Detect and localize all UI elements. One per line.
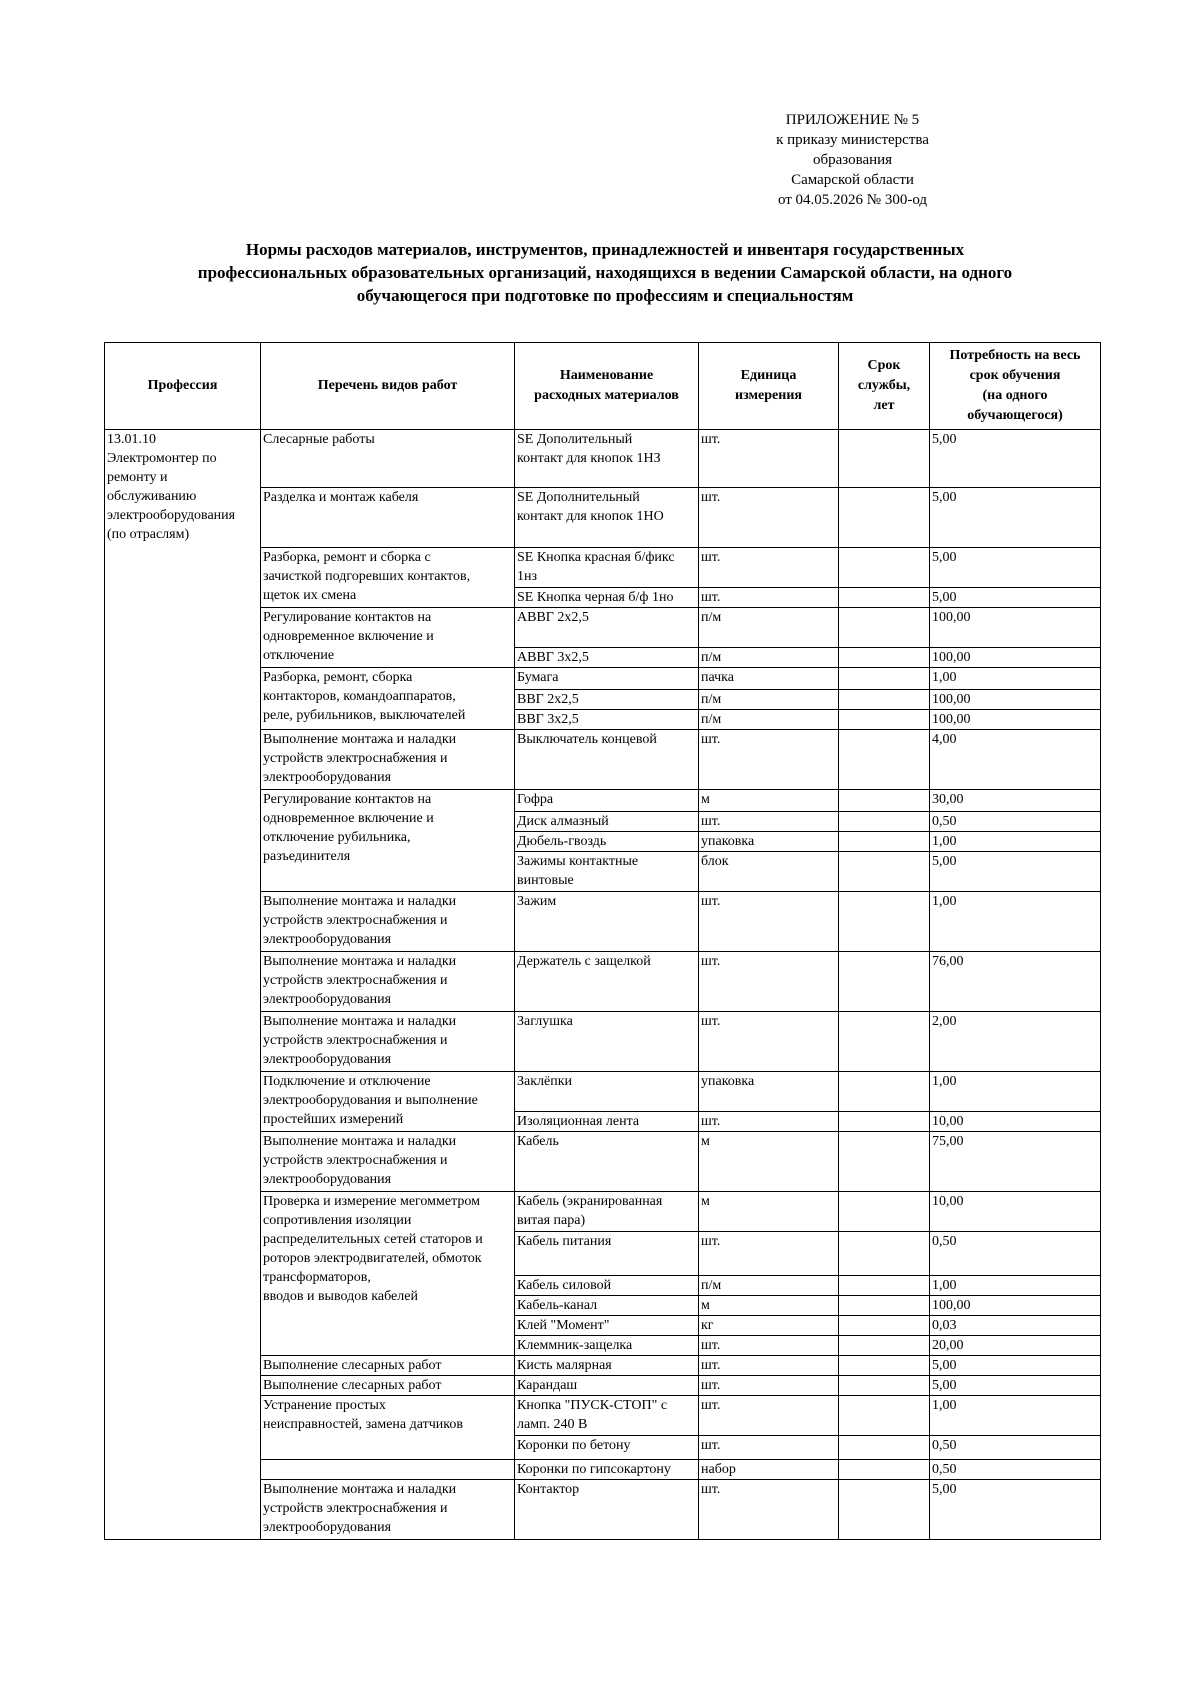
need-cell: 0,50 bbox=[930, 1460, 1101, 1480]
need-cell: 75,00 bbox=[930, 1132, 1101, 1192]
work-cell: Разборка, ремонт и сборка с зачисткой подгоревших контактов, щеток их смена bbox=[261, 548, 515, 608]
need-cell: 1,00 bbox=[930, 668, 1101, 690]
work-cell: Регулирование контактов на одновременное включение и отключение рубильника, разъединителя bbox=[261, 790, 515, 892]
work-cell: Разборка, ремонт, сборка контакторов, командоаппаратов, реле, рубильников, выключателей bbox=[261, 668, 515, 730]
term-cell bbox=[839, 952, 930, 1012]
header-materials: Наименование расходных материалов bbox=[515, 343, 699, 430]
appendix-ministry-line: образования bbox=[812, 152, 893, 168]
need-cell: 1,00 bbox=[930, 1276, 1101, 1296]
need-cell: 0,50 bbox=[930, 1436, 1101, 1460]
unit-cell: пачка bbox=[699, 668, 839, 690]
material-cell: Карандаш bbox=[515, 1376, 699, 1396]
work-cell: Слесарные работы bbox=[261, 430, 515, 488]
norms-table bbox=[104, 342, 1101, 1540]
material-cell: Коронки по бетону bbox=[515, 1436, 699, 1460]
material-cell: SE Кнопка красная б/фикс 1нз bbox=[515, 548, 699, 588]
term-cell bbox=[839, 1460, 930, 1480]
material-cell: Гофра bbox=[515, 790, 699, 812]
work-cell: Выполнение монтажа и наладки устройств электроснабжения и электрооборудования bbox=[261, 892, 515, 952]
need-cell: 76,00 bbox=[930, 952, 1101, 1012]
need-cell: 1,00 bbox=[930, 892, 1101, 952]
material-cell: Зажим bbox=[515, 892, 699, 952]
work-cell: Проверка и измерение мегомметром сопротивления изоляции распределительных сетей статоров и роторов электродвигателей, обмоток трансформаторов, вводов и выводов кабелей bbox=[261, 1192, 515, 1356]
need-cell: 100,00 bbox=[930, 710, 1101, 730]
material-cell: Кабель силовой bbox=[515, 1276, 699, 1296]
term-cell bbox=[839, 790, 930, 812]
unit-cell: п/м bbox=[699, 710, 839, 730]
term-cell bbox=[839, 690, 930, 710]
term-cell bbox=[839, 488, 930, 548]
unit-cell: м bbox=[699, 1192, 839, 1232]
term-cell bbox=[839, 1436, 930, 1460]
material-cell: Дюбель-гвоздь bbox=[515, 832, 699, 852]
header-works: Перечень видов работ bbox=[261, 343, 515, 430]
table-row bbox=[105, 430, 1101, 488]
term-cell bbox=[839, 548, 930, 588]
unit-cell: шт. bbox=[699, 1336, 839, 1356]
unit-cell: п/м bbox=[699, 648, 839, 668]
work-cell: Выполнение монтажа и наладки устройств электроснабжения и электрооборудования bbox=[261, 952, 515, 1012]
unit-cell: набор bbox=[699, 1460, 839, 1480]
work-cell: Выполнение монтажа и наладки устройств электроснабжения и электрооборудования bbox=[261, 1012, 515, 1072]
need-cell: 100,00 bbox=[930, 690, 1101, 710]
profession-cell: 13.01.10 Электромонтер по ремонту и обслуживанию электрооборудования (по отраслям) bbox=[105, 430, 261, 1540]
material-cell: ВВГ 2х2,5 bbox=[515, 690, 699, 710]
material-cell: Диск алмазный bbox=[515, 812, 699, 832]
material-cell: SE Дополительный контакт для кнопок 1НЗ bbox=[515, 430, 699, 488]
term-cell bbox=[839, 832, 930, 852]
unit-cell: шт. bbox=[699, 588, 839, 608]
table-header-row bbox=[105, 343, 1101, 430]
unit-cell: шт. bbox=[699, 1112, 839, 1132]
term-cell bbox=[839, 1356, 930, 1376]
unit-cell: м bbox=[699, 1296, 839, 1316]
term-cell bbox=[839, 668, 930, 690]
header-term: Срок службы, лет bbox=[839, 343, 930, 430]
term-cell bbox=[839, 852, 930, 892]
appendix-order-line: к приказу министерства bbox=[776, 132, 929, 148]
unit-cell: шт. bbox=[699, 1396, 839, 1436]
material-cell: Изоляционная лента bbox=[515, 1112, 699, 1132]
term-cell bbox=[839, 1396, 930, 1436]
need-cell: 1,00 bbox=[930, 1072, 1101, 1112]
material-cell: Клеммник-защелка bbox=[515, 1336, 699, 1356]
need-cell: 0,50 bbox=[930, 812, 1101, 832]
material-cell: SE Дополнительный контакт для кнопок 1НО bbox=[515, 488, 699, 548]
term-cell bbox=[839, 608, 930, 648]
term-cell bbox=[839, 648, 930, 668]
unit-cell: шт. bbox=[699, 430, 839, 488]
material-cell: Бумага bbox=[515, 668, 699, 690]
work-cell: Устранение простых неисправностей, замена датчиков bbox=[261, 1396, 515, 1460]
header-need: Потребность на весь срок обучения (на одного обучающегося) bbox=[930, 343, 1101, 430]
unit-cell: шт. bbox=[699, 812, 839, 832]
term-cell bbox=[839, 812, 930, 832]
material-cell: Кабель-канал bbox=[515, 1296, 699, 1316]
term-cell bbox=[839, 892, 930, 952]
term-cell bbox=[839, 1316, 930, 1336]
unit-cell: шт. bbox=[699, 488, 839, 548]
work-cell: Выполнение слесарных работ bbox=[261, 1376, 515, 1396]
unit-cell: шт. bbox=[699, 952, 839, 1012]
material-cell: АВВГ 2х2,5 bbox=[515, 608, 699, 648]
unit-cell: п/м bbox=[699, 690, 839, 710]
work-cell: Регулирование контактов на одновременное включение и отключение bbox=[261, 608, 515, 668]
unit-cell: шт. bbox=[699, 1232, 839, 1276]
need-cell: 5,00 bbox=[930, 488, 1101, 548]
work-cell bbox=[261, 1460, 515, 1480]
unit-cell: упаковка bbox=[699, 1072, 839, 1112]
material-cell: SE Кнопка черная б/ф 1но bbox=[515, 588, 699, 608]
material-cell: Контактор bbox=[515, 1480, 699, 1540]
material-cell: Зажимы контактные винтовые bbox=[515, 852, 699, 892]
unit-cell: шт. bbox=[699, 1480, 839, 1540]
title-line: профессиональных образовательных организаций, находящихся в ведении Самарской области, на одного bbox=[197, 263, 1013, 282]
need-cell: 100,00 bbox=[930, 1296, 1101, 1316]
unit-cell: шт. bbox=[699, 1012, 839, 1072]
term-cell bbox=[839, 1276, 930, 1296]
need-cell: 0,03 bbox=[930, 1316, 1101, 1336]
need-cell: 5,00 bbox=[930, 1480, 1101, 1540]
term-cell bbox=[839, 1336, 930, 1356]
work-cell: Разделка и монтаж кабеля bbox=[261, 488, 515, 548]
term-cell bbox=[839, 710, 930, 730]
material-cell: Держатель с защелкой bbox=[515, 952, 699, 1012]
need-cell: 0,50 bbox=[930, 1232, 1101, 1276]
term-cell bbox=[839, 1112, 930, 1132]
unit-cell: шт. bbox=[699, 1376, 839, 1396]
material-cell: ВВГ 3х2,5 bbox=[515, 710, 699, 730]
unit-cell: кг bbox=[699, 1316, 839, 1336]
need-cell: 30,00 bbox=[930, 790, 1101, 812]
material-cell: Клей "Момент" bbox=[515, 1316, 699, 1336]
material-cell: Кабель (экранированная витая пара) bbox=[515, 1192, 699, 1232]
need-cell: 10,00 bbox=[930, 1192, 1101, 1232]
unit-cell: м bbox=[699, 1132, 839, 1192]
term-cell bbox=[839, 1072, 930, 1112]
material-cell: Заглушка bbox=[515, 1012, 699, 1072]
need-cell: 5,00 bbox=[930, 548, 1101, 588]
need-cell: 5,00 bbox=[930, 1356, 1101, 1376]
unit-cell: шт. bbox=[699, 892, 839, 952]
material-cell: АВВГ 3х2,5 bbox=[515, 648, 699, 668]
work-cell: Выполнение монтажа и наладки устройств электроснабжения и электрооборудования bbox=[261, 1132, 515, 1192]
need-cell: 100,00 bbox=[930, 608, 1101, 648]
work-cell: Подключение и отключение электрооборудования и выполнение простейших измерений bbox=[261, 1072, 515, 1132]
term-cell bbox=[839, 588, 930, 608]
need-cell: 10,00 bbox=[930, 1112, 1101, 1132]
header-unit: Единица измерения bbox=[699, 343, 839, 430]
appendix-header bbox=[745, 110, 960, 210]
need-cell: 5,00 bbox=[930, 852, 1101, 892]
need-cell: 5,00 bbox=[930, 588, 1101, 608]
material-cell: Кнопка "ПУСК-СТОП" с ламп. 240 В bbox=[515, 1396, 699, 1436]
unit-cell: шт. bbox=[699, 730, 839, 790]
need-cell: 2,00 bbox=[930, 1012, 1101, 1072]
unit-cell: шт. bbox=[699, 1356, 839, 1376]
work-cell: Выполнение монтажа и наладки устройств электроснабжения и электрооборудования bbox=[261, 1480, 515, 1540]
term-cell bbox=[839, 1480, 930, 1540]
document-title bbox=[110, 238, 1100, 307]
need-cell: 5,00 bbox=[930, 1376, 1101, 1396]
work-cell: Выполнение слесарных работ bbox=[261, 1356, 515, 1376]
need-cell: 1,00 bbox=[930, 832, 1101, 852]
material-cell: Коронки по гипсокартону bbox=[515, 1460, 699, 1480]
header-profession: Профессия bbox=[105, 343, 261, 430]
term-cell bbox=[839, 1012, 930, 1072]
need-cell: 20,00 bbox=[930, 1336, 1101, 1356]
term-cell bbox=[839, 730, 930, 790]
unit-cell: п/м bbox=[699, 1276, 839, 1296]
term-cell bbox=[839, 1192, 930, 1232]
need-cell: 4,00 bbox=[930, 730, 1101, 790]
term-cell bbox=[839, 430, 930, 488]
title-line: Нормы расходов материалов, инструментов, принадлежностей и инвентаря государственных bbox=[245, 240, 965, 259]
appendix-date-line: от 04.05.2026 № 300-од bbox=[777, 192, 928, 208]
material-cell: Кабель питания bbox=[515, 1232, 699, 1276]
work-cell: Выполнение монтажа и наладки устройств электроснабжения и электрооборудования bbox=[261, 730, 515, 790]
term-cell bbox=[839, 1232, 930, 1276]
unit-cell: п/м bbox=[699, 608, 839, 648]
need-cell: 100,00 bbox=[930, 648, 1101, 668]
term-cell bbox=[839, 1376, 930, 1396]
material-cell: Кисть малярная bbox=[515, 1356, 699, 1376]
unit-cell: м bbox=[699, 790, 839, 812]
need-cell: 1,00 bbox=[930, 1396, 1101, 1436]
term-cell bbox=[839, 1132, 930, 1192]
material-cell: Выключатель концевой bbox=[515, 730, 699, 790]
unit-cell: шт. bbox=[699, 548, 839, 588]
term-cell bbox=[839, 1296, 930, 1316]
appendix-region-line: Самарской области bbox=[791, 172, 914, 188]
unit-cell: упаковка bbox=[699, 832, 839, 852]
appendix-number: ПРИЛОЖЕНИЕ № 5 bbox=[785, 112, 920, 128]
need-cell: 5,00 bbox=[930, 430, 1101, 488]
material-cell: Кабель bbox=[515, 1132, 699, 1192]
title-line: обучающегося при подготовке по профессиям и специальностям bbox=[356, 286, 854, 305]
unit-cell: шт. bbox=[699, 1436, 839, 1460]
unit-cell: блок bbox=[699, 852, 839, 892]
material-cell: Заклёпки bbox=[515, 1072, 699, 1112]
